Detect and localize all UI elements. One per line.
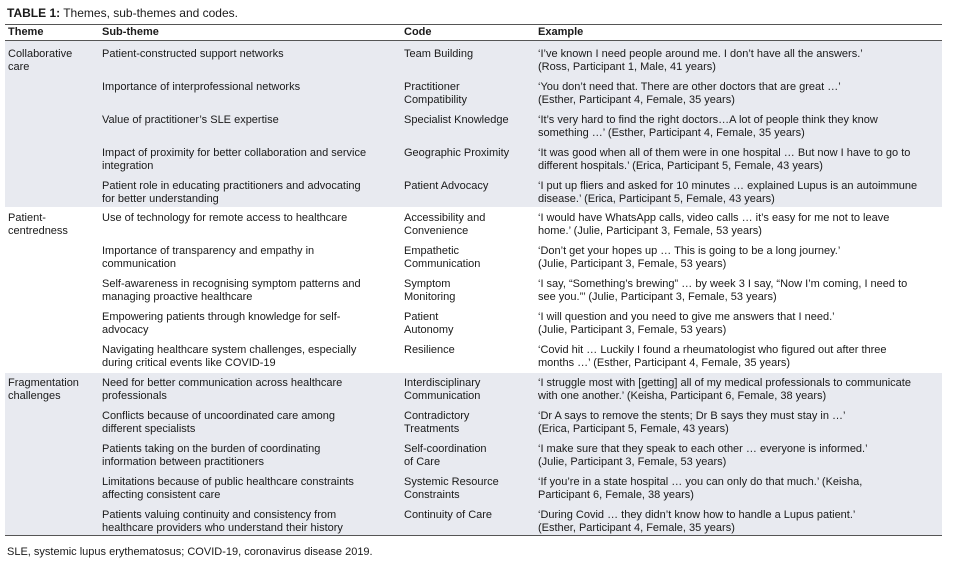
- subtheme-cell: affecting consistent care: [102, 489, 221, 501]
- code-cell: Autonomy: [404, 324, 454, 336]
- example-cell: ‘I struggle most with [getting] all of my medical professionals to communicate: [538, 377, 911, 389]
- code-cell: Monitoring: [404, 291, 456, 303]
- subtheme-cell: Use of technology for remote access to healthcare: [102, 212, 348, 224]
- code-cell: Resilience: [404, 344, 455, 356]
- example-cell: ‘Dr A says to remove the stents; Dr B says they must stay in …’: [538, 410, 846, 422]
- subtheme-cell: Navigating healthcare system challenges, especially: [102, 344, 357, 356]
- code-cell: Constraints: [404, 489, 460, 501]
- example-cell: (Julie, Participant 3, Female, 53 years): [538, 324, 727, 336]
- theme-label: centredness: [8, 225, 68, 237]
- subtheme-cell: information between practitioners: [102, 456, 265, 468]
- subtheme-cell: Conflicts because of uncoordinated care among: [102, 410, 335, 422]
- theme-label: Patient-: [8, 212, 46, 224]
- subtheme-cell: Patients valuing continuity and consistency from: [102, 509, 337, 521]
- theme-label: Collaborative: [8, 48, 73, 60]
- header-example: Example: [538, 26, 584, 38]
- example-cell: different hospitals.’ (Erica, Participant 5, Female, 43 years): [538, 160, 823, 172]
- example-cell: (Julie, Participant 3, Female, 53 years): [538, 456, 727, 468]
- subtheme-cell: Patient-constructed support networks: [102, 48, 284, 60]
- example-cell: ‘Don’t get your hopes up … This is going to be a long journey.’: [538, 245, 841, 257]
- top-rule: [5, 24, 942, 25]
- example-cell: home.’ (Julie, Participant 3, Female, 53 years): [538, 225, 762, 237]
- subtheme-cell: Patients taking on the burden of coordinating: [102, 443, 321, 455]
- code-cell: Practitioner: [404, 81, 460, 93]
- subtheme-cell: Need for better communication across healthcare: [102, 377, 343, 389]
- subtheme-cell: Impact of proximity for better collaboration and service: [102, 147, 367, 159]
- subtheme-cell: Importance of interprofessional networks: [102, 81, 301, 93]
- subtheme-cell: Value of practitioner’s SLE expertise: [102, 114, 279, 126]
- example-cell: something …’ (Esther, Participant 4, Female, 35 years): [538, 127, 805, 139]
- subtheme-cell: healthcare providers who understand their history: [102, 522, 343, 534]
- code-cell: Interdisciplinary: [404, 377, 481, 389]
- subtheme-cell: professionals: [102, 390, 167, 402]
- example-cell: ‘I would have WhatsApp calls, video calls … it’s easy for me not to leave: [538, 212, 890, 224]
- example-cell: ‘You don’t need that. There are other doctors that are great …’: [538, 81, 841, 93]
- table-caption: [7, 6, 238, 20]
- example-cell: months …’ (Esther, Participant 4, Female, 35 years): [538, 357, 791, 369]
- example-cell: ‘I will question and you need to give me answers that I need.’: [538, 311, 835, 323]
- example-cell: ‘If you’re in a state hospital … you can only do that much.’ (Keisha,: [538, 476, 863, 488]
- theme-label: care: [8, 61, 30, 73]
- example-cell: disease.’ (Erica, Participant 5, Female, 43 years): [538, 193, 775, 205]
- example-cell: ‘I make sure that they speak to each other … everyone is informed.’: [538, 443, 868, 455]
- code-cell: Specialist Knowledge: [404, 114, 509, 126]
- table-footnote: SLE, systemic lupus erythematosus; COVID-19, coronavirus disease 2019.: [7, 546, 373, 558]
- subtheme-cell: integration: [102, 160, 154, 172]
- code-cell: Empathetic: [404, 245, 460, 257]
- header-subtheme: Sub-theme: [102, 26, 159, 38]
- subtheme-cell: Importance of transparency and empathy in: [102, 245, 315, 257]
- subtheme-cell: Self-awareness in recognising symptom patterns and: [102, 278, 361, 290]
- example-cell: (Esther, Participant 4, Female, 35 years): [538, 522, 735, 534]
- subtheme-cell: communication: [102, 258, 176, 270]
- subtheme-cell: Empowering patients through knowledge for self-: [102, 311, 341, 323]
- code-cell: Communication: [404, 390, 481, 402]
- subtheme-cell: during critical events like COVID-19: [102, 357, 276, 369]
- table-header: [0, 26, 953, 40]
- code-cell: Compatibility: [404, 94, 467, 106]
- subtheme-cell: advocacy: [102, 324, 149, 336]
- code-cell: of Care: [404, 456, 441, 468]
- code-cell: Self-coordination: [404, 443, 487, 455]
- subtheme-cell: Limitations because of public healthcare constraints: [102, 476, 354, 488]
- theme-label: challenges: [8, 390, 61, 402]
- code-cell: Symptom: [404, 278, 451, 290]
- example-cell: ‘Covid hit … Luckily I found a rheumatologist who figured out after three: [538, 344, 887, 356]
- bottom-rule: [5, 535, 942, 536]
- subtheme-cell: for better understanding: [102, 193, 219, 205]
- subtheme-cell: different specialists: [102, 423, 196, 435]
- example-cell: see you.”’ (Julie, Participant 3, Female, 53 years): [538, 291, 777, 303]
- code-cell: Treatments: [404, 423, 460, 435]
- theme-label: Fragmentation: [8, 377, 79, 389]
- code-cell: Patient Advocacy: [404, 180, 489, 192]
- code-cell: Patient: [404, 311, 439, 323]
- code-cell: Continuity of Care: [404, 509, 493, 521]
- code-cell: Team Building: [404, 48, 474, 60]
- example-cell: ‘I’ve known I need people around me. I don’t have all the answers.’: [538, 48, 863, 60]
- code-cell: Contradictory: [404, 410, 470, 422]
- caption-label: TABLE 1:: [7, 6, 61, 20]
- example-cell: ‘It was good when all of them were in one hospital … But now I have to go to: [538, 147, 911, 159]
- example-cell: ‘It’s very hard to find the right doctors…A lot of people think they know: [538, 114, 878, 126]
- example-cell: ‘During Covid … they didn’t know how to handle a Lupus patient.’: [538, 509, 856, 521]
- example-cell: (Erica, Participant 5, Female, 43 years): [538, 423, 729, 435]
- subtheme-cell: Patient role in educating practitioners and advocating: [102, 180, 361, 192]
- header-theme: Theme: [8, 26, 44, 38]
- example-cell: (Julie, Participant 3, Female, 53 years): [538, 258, 727, 270]
- header-code: Code: [404, 26, 432, 38]
- example-cell: (Ross, Participant 1, Male, 41 years): [538, 61, 716, 73]
- example-cell: ‘I say, “Something’s brewing” … by week 3 I say, “Now I’m coming, I need to: [538, 278, 908, 290]
- example-cell: (Esther, Participant 4, Female, 35 years): [538, 94, 735, 106]
- subtheme-cell: managing proactive healthcare: [102, 291, 253, 303]
- example-cell: ‘I put up fliers and asked for 10 minutes … explained Lupus is an autoimmune: [538, 180, 918, 192]
- example-cell: with one another.’ (Keisha, Participant 6, Female, 38 years): [538, 390, 827, 402]
- code-cell: Accessibility and: [404, 212, 486, 224]
- example-cell: Participant 6, Female, 38 years): [538, 489, 694, 501]
- code-cell: Geographic Proximity: [404, 147, 510, 159]
- code-cell: Systemic Resource: [404, 476, 499, 488]
- code-cell: Communication: [404, 258, 481, 270]
- caption-text: Themes, sub-themes and codes.: [60, 6, 238, 20]
- code-cell: Convenience: [404, 225, 469, 237]
